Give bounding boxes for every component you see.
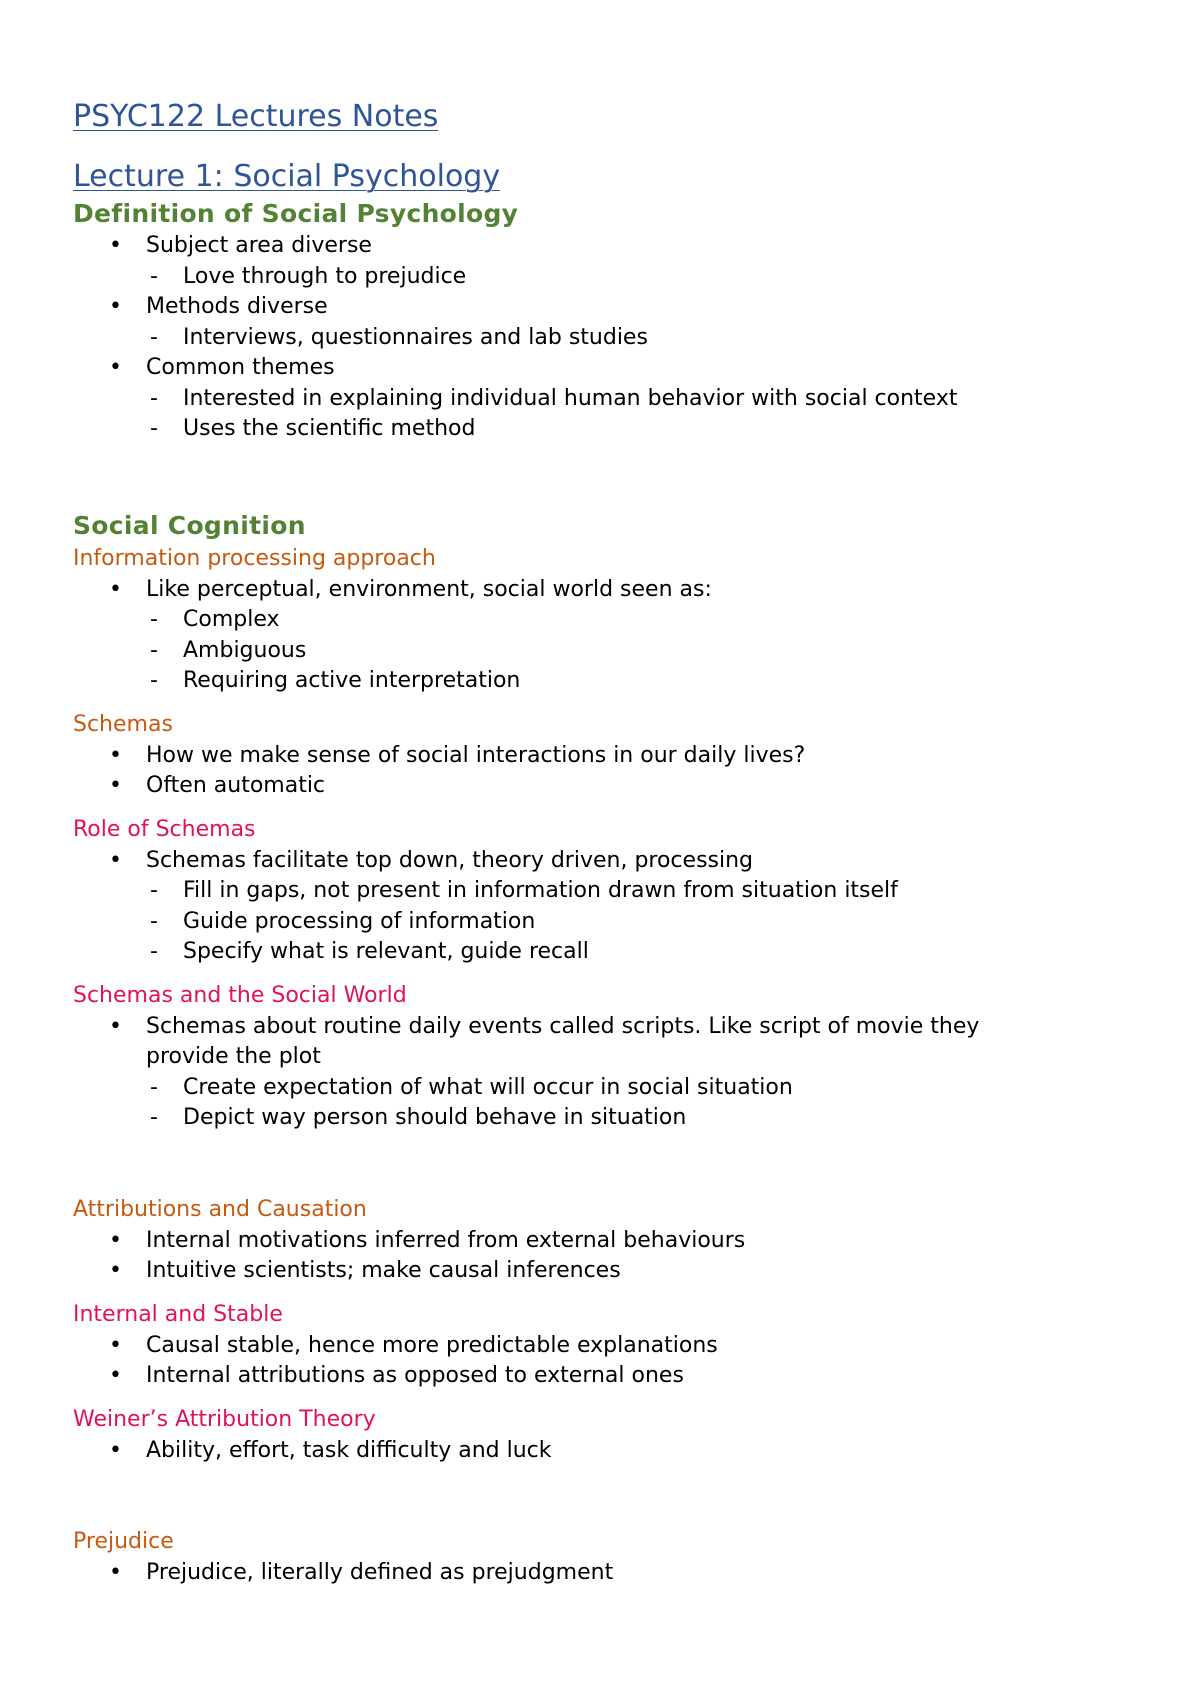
subsection-heading: Weiner’s Attribution Theory bbox=[73, 1406, 376, 1432]
bullet-list bbox=[73, 741, 1133, 802]
bullet-list bbox=[73, 846, 1133, 968]
bullet-list bbox=[73, 1436, 1133, 1467]
section-weiner bbox=[73, 1404, 1133, 1467]
list-item-text: Schemas facilitate top down, theory driven, processing bbox=[146, 847, 754, 873]
bullet-marker: • bbox=[109, 773, 122, 798]
list-item bbox=[73, 1558, 1133, 1589]
list-item-text: Methods diverse bbox=[146, 294, 328, 319]
bullet-marker: • bbox=[109, 742, 122, 768]
bullet-marker: • bbox=[109, 233, 122, 258]
bullet-list bbox=[73, 1012, 1133, 1134]
section-role-of-schemas bbox=[73, 814, 1133, 968]
list-item bbox=[73, 741, 1133, 772]
sub-list-item bbox=[73, 907, 1133, 938]
list-item-text: Interviews, questionnaires and lab studies bbox=[183, 324, 648, 350]
dash-marker: - bbox=[150, 1074, 158, 1100]
list-item bbox=[73, 1256, 1133, 1287]
list-item-text: Love through to prejudice bbox=[183, 263, 467, 289]
subsection-heading: Internal and Stable bbox=[73, 1301, 283, 1327]
lecture-title: Lecture 1: Social Psychology bbox=[73, 159, 501, 194]
dash-marker: - bbox=[150, 939, 158, 964]
bullet-marker: • bbox=[109, 1437, 122, 1463]
list-item bbox=[73, 846, 1133, 877]
list-item-text: Internal motivations inferred from external behaviours bbox=[146, 1227, 746, 1253]
bullet-list bbox=[73, 1226, 1133, 1287]
dash-marker: - bbox=[150, 908, 158, 934]
list-item-text: Interested in explaining individual human behavior with social context bbox=[183, 385, 958, 411]
list-item-text-line1: Schemas about routine daily events called scripts. Like script of movie they bbox=[146, 1013, 980, 1039]
section-schemas-social-world bbox=[73, 980, 1133, 1134]
section-schemas bbox=[73, 709, 1133, 802]
sub-list-item bbox=[73, 937, 1133, 968]
list-item bbox=[73, 353, 1133, 384]
bullet-marker: • bbox=[109, 1363, 122, 1388]
list-item bbox=[73, 1331, 1133, 1362]
list-item-text: Complex bbox=[183, 607, 280, 632]
section-heading-social-cognition: Social Cognition bbox=[73, 510, 306, 540]
list-item-text-line2: provide the plot bbox=[146, 1044, 321, 1069]
list-item-text: Depict way person should behave in situation bbox=[183, 1105, 687, 1130]
list-item bbox=[73, 292, 1133, 323]
bullet-marker: • bbox=[109, 294, 122, 319]
sub-list-item bbox=[73, 605, 1133, 636]
bullet-marker: • bbox=[109, 847, 122, 873]
list-item bbox=[73, 1436, 1133, 1467]
section-info-processing bbox=[73, 543, 1133, 697]
list-item-text: Subject area diverse bbox=[146, 233, 372, 258]
sub-list-item bbox=[73, 414, 1133, 445]
section-prejudice bbox=[73, 1526, 1133, 1589]
dash-marker: - bbox=[150, 637, 158, 663]
subsection-heading: Role of Schemas bbox=[73, 816, 256, 842]
list-item-text: Like perceptual, environment, social world seen as: bbox=[146, 576, 712, 602]
dash-marker: - bbox=[150, 668, 158, 693]
sub-list-item bbox=[73, 666, 1133, 697]
subsection-heading: Attributions and Causation bbox=[73, 1196, 367, 1222]
section-definition bbox=[73, 197, 1133, 445]
sub-list-item bbox=[73, 262, 1133, 293]
dash-marker: - bbox=[150, 263, 158, 289]
list-item bbox=[73, 1226, 1133, 1257]
list-item-text: Internal attributions as opposed to external ones bbox=[146, 1363, 684, 1388]
bullet-list bbox=[73, 1331, 1133, 1392]
subsection-heading: Prejudice bbox=[73, 1529, 174, 1554]
list-item bbox=[73, 1012, 1133, 1073]
list-item-text: Often automatic bbox=[146, 773, 326, 798]
dash-marker: - bbox=[150, 1105, 158, 1130]
list-item-text: Create expectation of what will occur in social situation bbox=[183, 1074, 793, 1100]
list-item bbox=[73, 1361, 1133, 1392]
subsection-heading: Schemas bbox=[73, 711, 173, 737]
list-item-text: Ability, effort, task difficulty and luck bbox=[146, 1437, 552, 1463]
bullet-marker: • bbox=[109, 1332, 122, 1358]
list-item-text: Guide processing of information bbox=[183, 908, 536, 934]
bullet-marker: • bbox=[109, 1227, 122, 1253]
sub-list-item bbox=[73, 323, 1133, 354]
dash-marker: - bbox=[150, 607, 158, 632]
document-title: PSYC122 Lectures Notes bbox=[73, 99, 439, 134]
bullet-list bbox=[73, 575, 1133, 697]
bullet-list bbox=[73, 1558, 1133, 1589]
bullet-list bbox=[73, 231, 1133, 445]
list-item-text: Uses the scientific method bbox=[183, 416, 476, 441]
list-item-text: Common themes bbox=[146, 355, 335, 380]
list-item bbox=[73, 575, 1133, 606]
section-heading: Definition of Social Psychology bbox=[73, 199, 519, 228]
dash-marker: - bbox=[150, 878, 158, 903]
list-item-text: Intuitive scientists; make causal inferences bbox=[146, 1258, 621, 1283]
list-item bbox=[73, 771, 1133, 802]
sub-list-item bbox=[73, 1073, 1133, 1104]
sub-list-item bbox=[73, 876, 1133, 907]
section-internal-stable bbox=[73, 1299, 1133, 1392]
dash-marker: - bbox=[150, 385, 158, 411]
list-item bbox=[73, 231, 1133, 262]
sub-list-item bbox=[73, 1103, 1133, 1134]
bullet-marker: • bbox=[109, 1560, 122, 1585]
bullet-marker: • bbox=[109, 1013, 122, 1039]
list-item-text: How we make sense of social interactions in our daily lives? bbox=[146, 742, 806, 768]
subsection-heading: Information processing approach bbox=[73, 545, 436, 571]
document-page bbox=[73, 95, 1133, 1589]
bullet-marker: • bbox=[109, 576, 122, 602]
bullet-marker: • bbox=[109, 1258, 122, 1283]
section-attributions bbox=[73, 1194, 1133, 1287]
list-item-text: Specify what is relevant, guide recall bbox=[183, 939, 589, 964]
list-item-text: Causal stable, hence more predictable explanations bbox=[146, 1332, 718, 1358]
list-item-text: Prejudice, literally defined as prejudgment bbox=[146, 1560, 614, 1585]
bullet-marker: • bbox=[109, 355, 122, 380]
dash-marker: - bbox=[150, 324, 158, 350]
subsection-heading: Schemas and the Social World bbox=[73, 982, 407, 1008]
dash-marker: - bbox=[150, 416, 158, 441]
sub-list-item bbox=[73, 636, 1133, 667]
list-item-text: Ambiguous bbox=[183, 637, 307, 663]
list-item-text: Fill in gaps, not present in information drawn from situation itself bbox=[183, 878, 898, 903]
list-item-text: Requiring active interpretation bbox=[183, 668, 521, 693]
sub-list-item bbox=[73, 384, 1133, 415]
